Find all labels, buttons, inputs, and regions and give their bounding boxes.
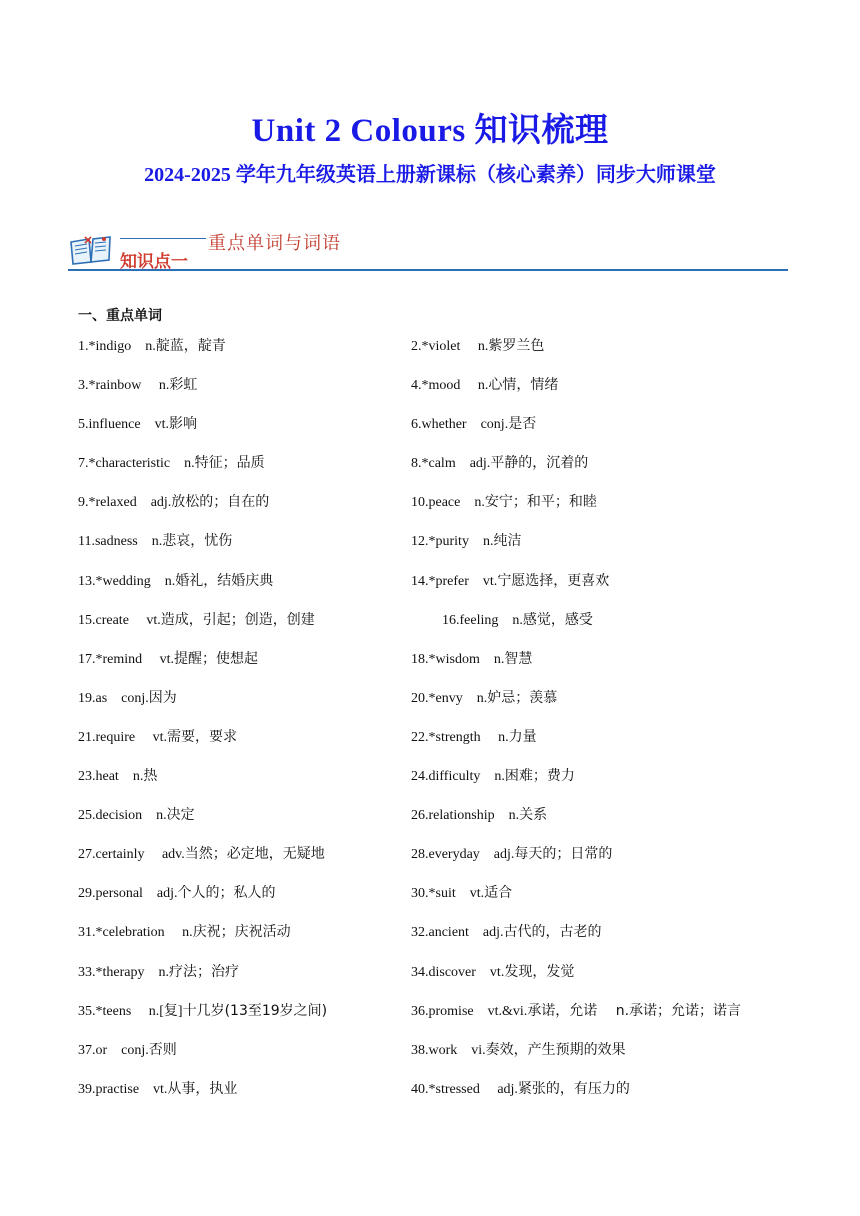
vocab-entry [78, 1000, 327, 1020]
vocab-row [78, 843, 798, 882]
vocab-meaning: 古代的，古老的 [503, 924, 602, 941]
vocab-entry [411, 530, 521, 550]
vocab-word: 15.create vt. [78, 612, 161, 628]
vocab-row [78, 726, 798, 765]
vocab-word: 16.feeling n. [442, 612, 523, 628]
vocab-entry [442, 609, 593, 629]
vocab-entry [411, 1039, 626, 1059]
vocab-word: 10.peace n. [411, 495, 485, 511]
vocab-entry [78, 726, 237, 746]
vocab-entry [411, 413, 536, 433]
vocab-entry [411, 374, 558, 394]
vocab-word: 22.*strength n. [411, 729, 509, 745]
vocab-meaning: 紧张的，有压力的 [517, 1080, 630, 1097]
vocab-word: 24.difficulty n. [411, 769, 505, 785]
vocab-entry [78, 921, 291, 941]
section-topic: 重点单词与词语 [208, 233, 341, 254]
vocab-row [78, 1078, 798, 1117]
vocab-meaning: 否则 [148, 1041, 177, 1058]
vocab-entry [78, 609, 315, 629]
vocab-meaning: 十几岁(13至19岁之间) [182, 1002, 328, 1019]
vocabulary-list [78, 335, 798, 1117]
vocab-word: 40.*stressed adj. [411, 1081, 518, 1097]
vocab-word: 37.or conj. [78, 1042, 149, 1058]
vocab-row [78, 961, 798, 1000]
vocab-row [78, 1039, 798, 1078]
vocab-word: 27.certainly adv. [78, 847, 185, 863]
vocab-entry [78, 1078, 237, 1098]
vocab-entry [411, 804, 547, 824]
vocab-entry [78, 843, 325, 863]
vocab-entry [78, 961, 239, 981]
vocab-meaning: 纯洁 [493, 533, 522, 550]
section-short-line [120, 238, 206, 239]
section-tag: 知识点一 [120, 252, 188, 272]
vocab-meaning: 提醒；使想起 [174, 650, 259, 667]
vocab-word: 21.require vt. [78, 729, 168, 745]
page-title: Unit 2 Colours 知识梳理 [251, 113, 609, 149]
vocab-word: 29.personal adj. [78, 886, 178, 902]
vocab-meaning: 妒忌；羡慕 [487, 689, 558, 706]
vocab-entry [411, 1078, 630, 1098]
vocab-word: 3.*rainbow n. [78, 378, 170, 394]
vocab-row [78, 765, 798, 804]
vocab-word: 5.influence vt. [78, 417, 169, 433]
vocab-word: 20.*envy n. [411, 690, 488, 706]
vocab-word: 31.*celebration n. [78, 925, 193, 941]
vocab-word: 26.relationship n. [411, 808, 520, 824]
part-heading: 一、重点单词 [78, 308, 162, 324]
vocab-meaning: 个人的；私人的 [177, 885, 276, 902]
vocab-meaning: 奏效，产生预期的效果 [485, 1041, 626, 1058]
vocab-word: 4.*mood n. [411, 378, 489, 394]
vocab-entry [78, 570, 273, 590]
vocab-row [78, 452, 798, 491]
book-icon [68, 234, 114, 266]
vocab-word: 38.work vi. [411, 1042, 486, 1058]
vocab-meaning: 靛蓝，靛青 [155, 338, 226, 354]
vocab-word: 8.*calm adj. [411, 456, 491, 472]
vocab-word: 25.decision n. [78, 808, 167, 824]
vocab-meaning: 因为 [148, 689, 177, 706]
vocab-row [78, 491, 798, 530]
vocab-word: 33.*therapy n. [78, 964, 169, 980]
vocab-entry [411, 765, 575, 785]
vocab-entry [411, 648, 532, 668]
vocab-word: 35.*teens n.[复] [78, 1003, 183, 1019]
vocab-word: 28.everyday adj. [411, 847, 515, 863]
vocab-meaning: 热 [143, 768, 158, 785]
vocab-entry [411, 335, 544, 355]
vocab-meaning: 心情，情绪 [488, 377, 559, 394]
vocab-entry [78, 452, 265, 472]
vocab-entry [78, 804, 195, 824]
vocab-row [78, 882, 798, 921]
vocab-entry [411, 882, 512, 902]
section-header [68, 228, 788, 272]
vocab-entry [411, 687, 557, 707]
vocab-meaning: 从事，执业 [167, 1080, 238, 1097]
vocab-word: 1.*indigo n. [78, 339, 156, 354]
vocab-meaning: 关系 [519, 807, 548, 824]
vocab-word: 14.*prefer vt. [411, 573, 498, 589]
vocab-meaning: 是否 [508, 416, 537, 433]
vocab-word: 9.*relaxed adj. [78, 495, 172, 511]
vocab-meaning: 当然；必定地，无疑地 [184, 846, 325, 863]
vocab-word: 19.as conj. [78, 690, 149, 706]
vocab-word: 18.*wisdom n. [411, 651, 505, 667]
vocab-word: 32.ancient adj. [411, 925, 504, 941]
vocab-word: 6.whether conj. [411, 417, 509, 433]
vocab-row [78, 648, 798, 687]
vocab-word: 13.*wedding n. [78, 573, 176, 589]
vocab-word: 2.*violet n. [411, 339, 489, 354]
vocab-word: 36.promise vt.&vi. [411, 1003, 528, 1019]
vocab-row [78, 1000, 798, 1039]
vocab-word: 23.heat n. [78, 769, 144, 785]
vocab-meaning: 放松的；自在的 [171, 494, 270, 511]
vocab-row [78, 374, 798, 413]
vocab-meaning: 疗法；治疗 [168, 963, 239, 980]
vocab-meaning: 适合 [484, 885, 513, 902]
vocab-word: 12.*purity n. [411, 534, 494, 550]
vocab-meaning: 需要，要求 [167, 728, 238, 745]
vocab-word: 7.*characteristic n. [78, 456, 195, 472]
vocab-row [78, 413, 798, 452]
vocab-word: 30.*suit vt. [411, 886, 485, 902]
vocab-meaning: 影响 [168, 416, 197, 433]
page-subtitle: 2024-2025 学年九年级英语上册新课标（核心素养）同步大师课堂 [144, 164, 716, 186]
vocab-entry [78, 765, 157, 785]
vocab-entry [411, 961, 574, 981]
vocab-entry [78, 491, 269, 511]
vocab-meaning: 宁愿选择，更喜欢 [497, 572, 610, 589]
vocab-row [78, 570, 798, 609]
vocab-meaning: 悲哀，忧伤 [162, 533, 233, 550]
vocab-entry [78, 648, 258, 668]
vocab-meaning: 发现，发觉 [504, 963, 575, 980]
vocab-meaning: 感觉，感受 [522, 611, 593, 628]
vocab-entry [411, 921, 602, 941]
vocab-row [78, 609, 798, 648]
vocab-word: 34.discover vt. [411, 964, 505, 980]
vocab-row [78, 335, 798, 374]
vocab-entry [78, 882, 276, 902]
vocab-entry [411, 452, 588, 472]
vocab-row [78, 530, 798, 569]
vocab-entry [411, 843, 612, 863]
vocab-meaning: 造成，引起；创造，创建 [160, 611, 315, 628]
vocab-meaning: 安宁；和平；和睦 [484, 494, 597, 511]
vocab-entry [78, 413, 197, 433]
section-divider [68, 269, 788, 271]
vocab-word: 17.*remind vt. [78, 651, 175, 667]
vocab-meaning: 困难；费力 [504, 768, 575, 785]
vocab-entry [411, 570, 609, 590]
vocab-entry [78, 1039, 177, 1059]
vocab-entry [78, 374, 197, 394]
vocab-entry [411, 726, 537, 746]
vocab-row [78, 687, 798, 726]
vocab-meaning: 彩虹 [169, 377, 198, 394]
vocab-meaning: 智慧 [504, 650, 533, 667]
vocab-meaning: 每天的；日常的 [514, 846, 613, 863]
vocab-entry [411, 491, 597, 511]
vocab-row [78, 804, 798, 843]
vocab-meaning: 庆祝；庆祝活动 [192, 924, 291, 941]
vocab-meaning: 力量 [508, 728, 537, 745]
vocab-meaning: 特征；品质 [194, 455, 265, 472]
vocab-meaning: 承诺，允诺 n.承诺；允诺；诺言 [527, 1002, 742, 1019]
vocab-meaning: 紫罗兰色 [488, 338, 545, 354]
vocab-meaning: 平静的，沉着的 [490, 455, 589, 472]
vocab-word: 11.sadness n. [78, 534, 163, 550]
vocab-row [78, 921, 798, 960]
vocab-entry [78, 335, 226, 355]
vocab-entry [78, 687, 177, 707]
vocab-word: 39.practise vt. [78, 1081, 168, 1097]
vocab-entry [411, 1000, 741, 1020]
vocab-entry [78, 530, 232, 550]
vocab-meaning: 决定 [166, 807, 195, 824]
vocab-meaning: 婚礼，结婚庆典 [175, 572, 274, 589]
